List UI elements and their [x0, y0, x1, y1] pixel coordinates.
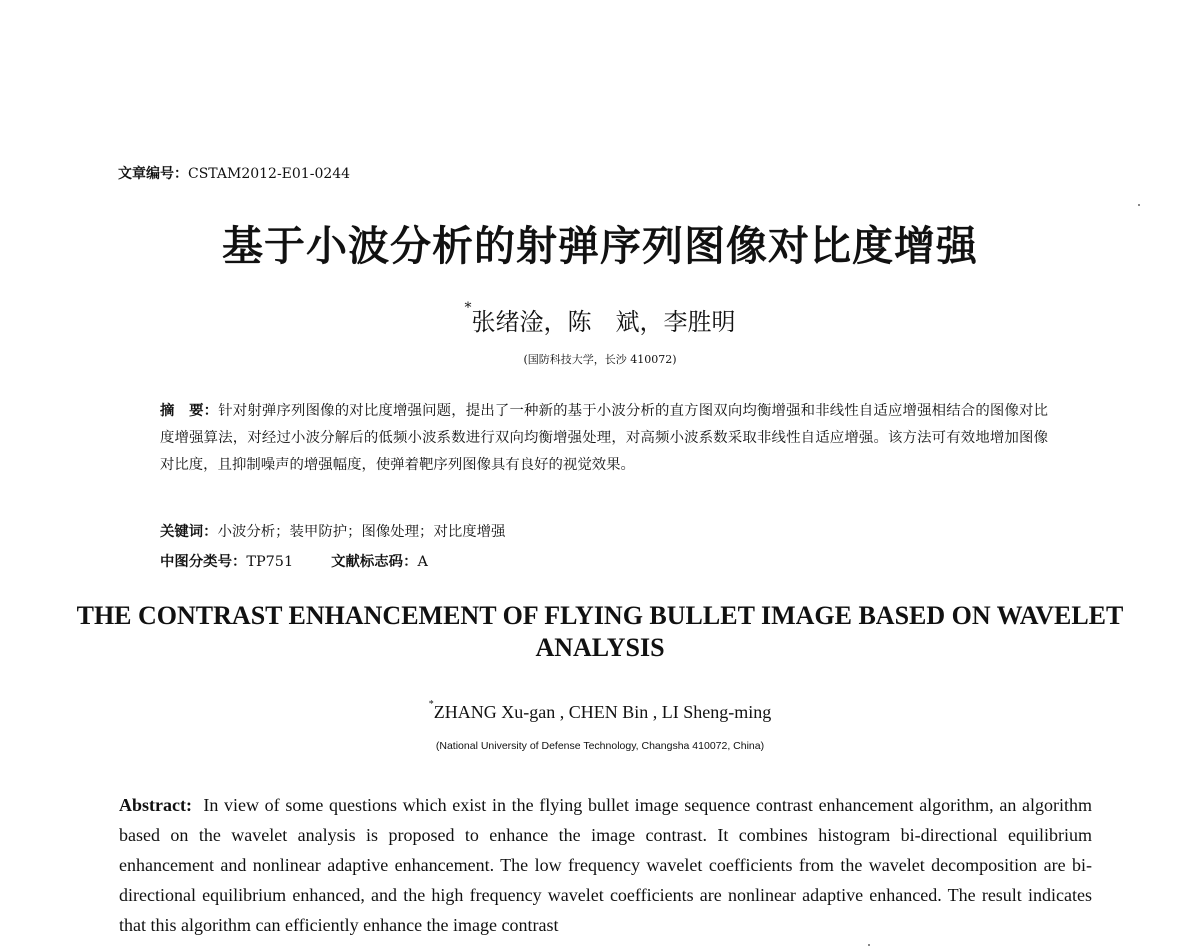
- english-affiliation: (National University of Defense Technology, Changsha 410072, China): [435, 740, 765, 752]
- author-asterisk-en: *: [428, 699, 434, 710]
- english-authors: [0, 699, 1200, 723]
- chinese-keywords-label: 关键词：: [160, 524, 218, 540]
- chinese-authors: [0, 302, 1200, 337]
- english-abstract-text: In view of some questions which exist in the flying bullet image sequence contrast enhancement algorithm, an algorithm based on the wavelet analysis is proposed to enhance the image contrast. It combines histogram bi-directional equilibrium enhancement and nonlinear adaptive enhancement. The low frequency wavelet coefficients from the wavelet decomposition are bi-directional equilibrium enhanced, and the high frequency wavelet coefficients are nonlinear adaptive enhanced. The result indicates that this algorithm can efficiently enhance the image contrast: [119, 795, 1092, 935]
- chinese-abstract-label: 摘 要：: [160, 403, 219, 419]
- chinese-abstract: [160, 398, 1048, 479]
- clc-label: 中图分类号：: [160, 554, 247, 570]
- chinese-author-names: 张绪淦，陈 斌，李胜明: [471, 308, 736, 336]
- scan-speck: [1138, 204, 1140, 206]
- author-asterisk-cn: *: [464, 300, 472, 316]
- doc-code-label: 文献标志码：: [331, 554, 418, 570]
- english-abstract: [119, 790, 1092, 940]
- chinese-abstract-text: 针对射弹序列图像的对比度增强问题，提出了一种新的基于小波分析的直方图双向均衡增强和非线性自适应增强相结合的图像对比度增强算法，对经过小波分解后的低频小波系数进行双向均衡增强处理，对高频小波系数采取非线性自适应增强。该方法可有效地增加图像对比度，且抑制噪声的增强幅度，使弹着靶序列图像具有良好的视觉效果。: [160, 403, 1048, 473]
- clc-value: TP751: [246, 554, 294, 570]
- english-author-names: ZHANG Xu-gan , CHEN Bin , LI Sheng-ming: [433, 702, 772, 722]
- chinese-keywords-value: 小波分析；装甲防护；图像处理；对比度增强: [217, 524, 506, 540]
- scan-speck: [868, 944, 870, 946]
- chinese-affiliation: (国防科技大学，长沙 410072): [523, 353, 677, 366]
- chinese-keywords: [160, 520, 505, 541]
- chinese-classification: [160, 550, 428, 571]
- article-number: [118, 163, 350, 183]
- article-number-value: CSTAM2012-E01-0244: [188, 166, 351, 182]
- english-abstract-label: Abstract:: [119, 795, 192, 815]
- article-number-label: 文章编号：: [118, 166, 188, 182]
- english-title: THE CONTRAST ENHANCEMENT OF FLYING BULLET IMAGE BASED ON WAVELET ANALYSIS: [76, 601, 1124, 662]
- chinese-title: 基于小波分析的射弹序列图像对比度增强: [222, 222, 978, 270]
- doc-code-value: A: [417, 554, 428, 570]
